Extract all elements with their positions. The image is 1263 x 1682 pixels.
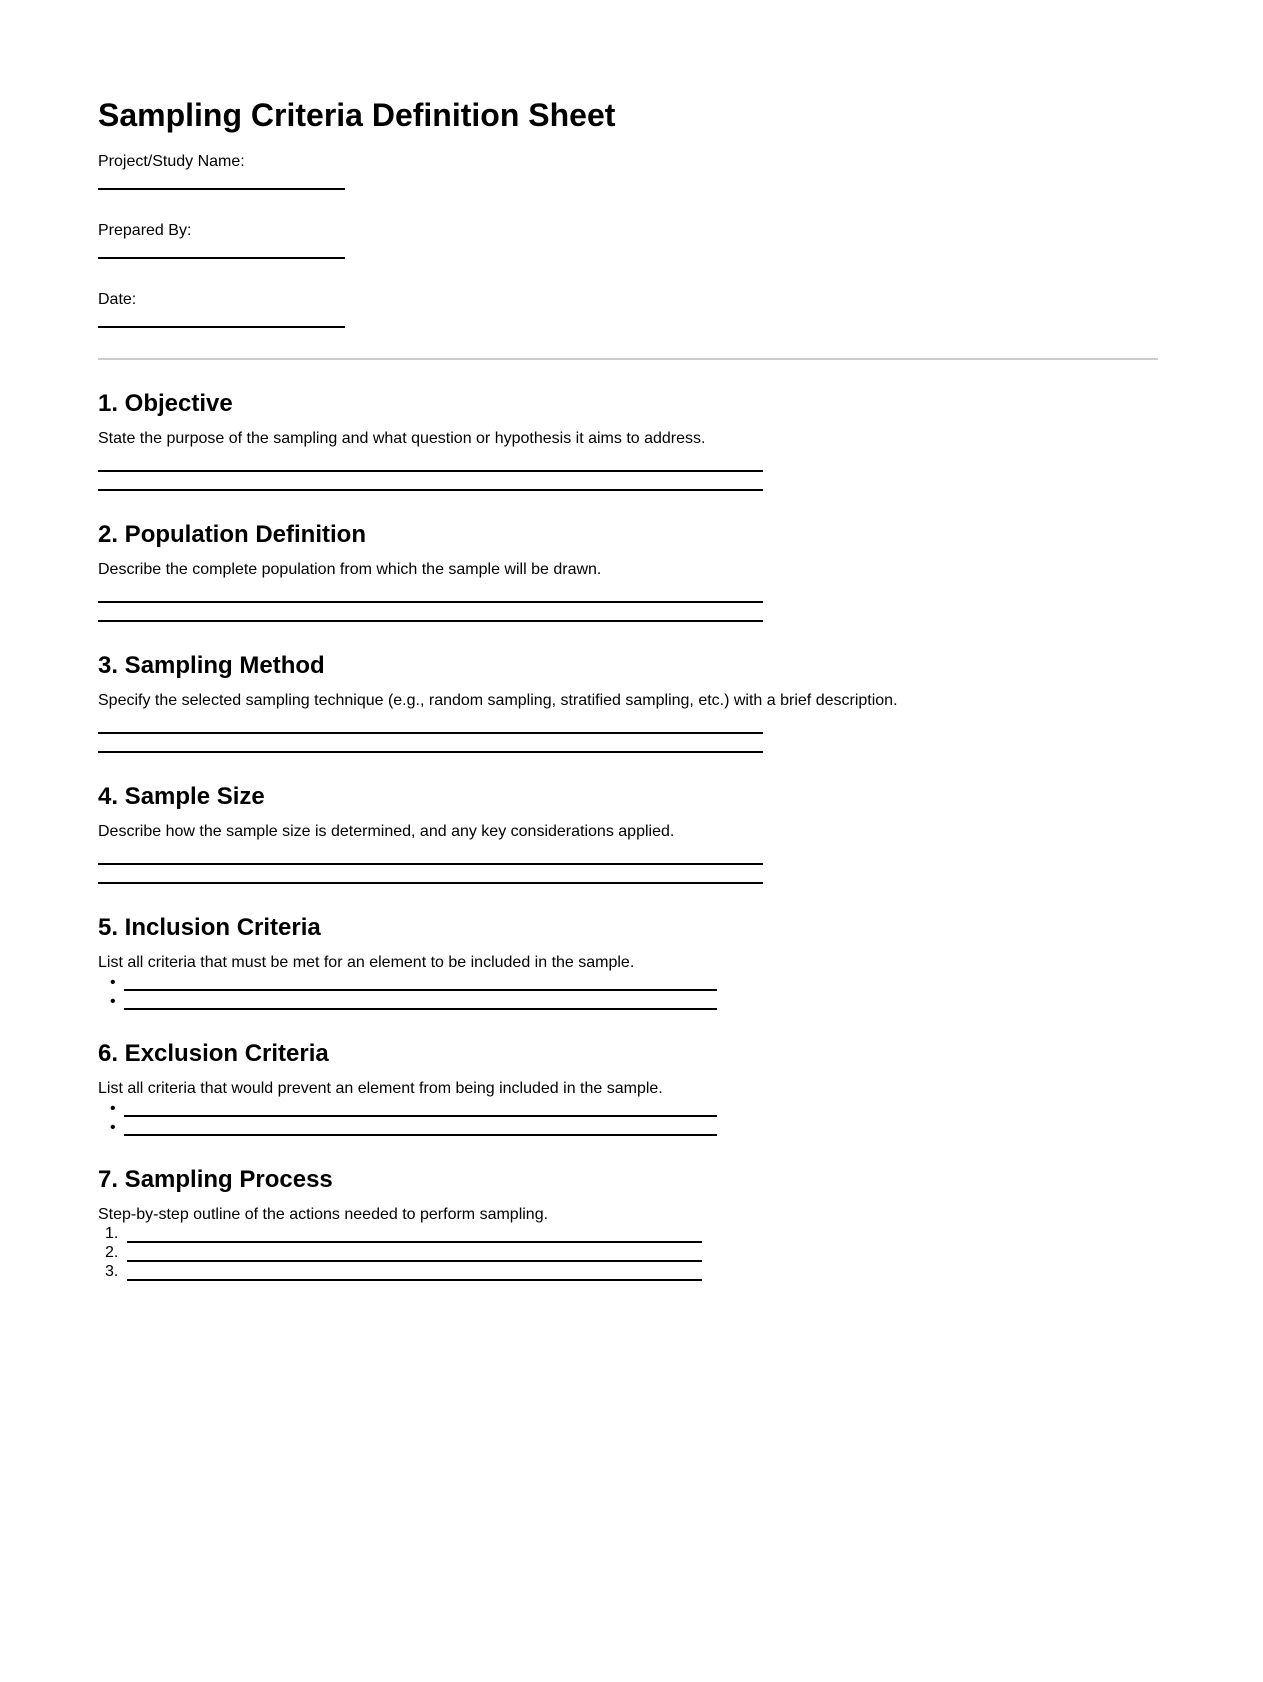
numbered-row [98,1243,1158,1262]
answer-line [98,584,763,603]
section-heading: 1. Objective [98,390,233,417]
section-heading: 7. Sampling Process [98,1166,333,1193]
bullet-row [98,972,1158,991]
step-blank-line [127,1243,702,1262]
sections [98,390,1158,1281]
section-description: State the purpose of the sampling and what question or hypothesis it aims to address. [98,430,706,447]
bullet-icon: • [110,993,116,1010]
blank-lines [98,584,1158,622]
step-blank-line [127,1224,702,1243]
bullet-blank-line [124,972,717,991]
blank-lines [98,1098,1158,1136]
field-blank-line [98,326,345,328]
bullet-icon: • [110,1119,116,1136]
form-section [98,521,1158,622]
header-field [98,221,1158,259]
page-title: Sampling Criteria Definition Sheet [98,97,616,133]
field-label: Date: [98,291,137,308]
section-description: Step-by-step outline of the actions needed to perform sampling. [98,1206,549,1223]
answer-line [98,603,763,622]
section-description: List all criteria that would prevent an element from being included in the sample. [98,1080,663,1097]
step-number: 1. [105,1225,119,1242]
form-section [98,390,1158,491]
step-blank-line [127,1262,702,1281]
form-section [98,783,1158,884]
blank-lines [98,1224,1158,1281]
answer-line [98,715,763,734]
header-fields [98,152,1158,328]
section-divider [98,358,1158,360]
blank-lines [98,715,1158,753]
blank-lines [98,846,1158,884]
bullet-row [98,1117,1158,1136]
section-description: Describe the complete population from which the sample will be drawn. [98,561,602,578]
section-description: Describe how the sample size is determined, and any key considerations applied. [98,823,675,840]
answer-line [98,472,763,491]
section-heading: 5. Inclusion Criteria [98,914,321,941]
blank-lines [98,972,1158,1010]
numbered-row [98,1262,1158,1281]
form-section [98,652,1158,753]
section-description: Specify the selected sampling technique (e.g., random sampling, stratified sampling, etc.) with a brief description. [98,692,898,709]
bullet-blank-line [124,1117,717,1136]
numbered-row [98,1224,1158,1243]
answer-line [98,865,763,884]
section-heading: 4. Sample Size [98,783,265,810]
bullet-row [98,991,1158,1010]
bullet-row [98,1098,1158,1117]
form-section [98,914,1158,1010]
section-description: List all criteria that must be met for an element to be included in the sample. [98,954,635,971]
section-heading: 6. Exclusion Criteria [98,1040,329,1067]
form-section [98,1040,1158,1136]
bullet-blank-line [124,991,717,1010]
form-section [98,1166,1158,1281]
bullet-icon: • [110,1100,116,1117]
answer-line [98,734,763,753]
header-field [98,290,1158,328]
field-blank-line [98,188,345,190]
bullet-icon: • [110,974,116,991]
field-label: Prepared By: [98,222,192,239]
section-heading: 3. Sampling Method [98,652,325,679]
field-blank-line [98,257,345,259]
bullet-blank-line [124,1098,717,1117]
answer-line [98,453,763,472]
field-label: Project/Study Name: [98,153,245,170]
header-field [98,152,1158,190]
step-number: 2. [105,1244,119,1261]
section-heading: 2. Population Definition [98,521,366,548]
step-number: 3. [105,1263,119,1280]
answer-line [98,846,763,865]
blank-lines [98,453,1158,491]
